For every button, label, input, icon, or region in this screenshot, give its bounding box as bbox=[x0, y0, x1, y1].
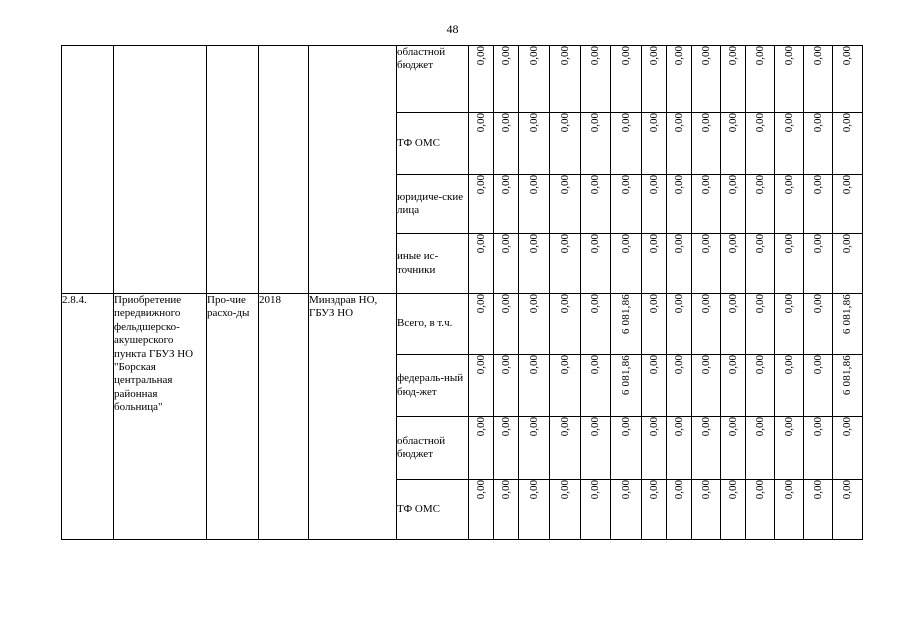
value-cell bbox=[692, 234, 721, 294]
value-text: 0,00 bbox=[647, 46, 660, 66]
value-cell bbox=[692, 46, 721, 113]
value-cell bbox=[667, 355, 692, 417]
value-text: 0,00 bbox=[753, 46, 766, 66]
value-text: 0,00 bbox=[753, 294, 766, 314]
value-text: 0,00 bbox=[841, 175, 853, 195]
value-cell bbox=[611, 234, 642, 294]
value-text: 0,00 bbox=[782, 46, 795, 66]
value-text: 0,00 bbox=[726, 175, 739, 195]
value-cell bbox=[642, 234, 667, 294]
value-text: 0,00 bbox=[753, 175, 766, 195]
value-text: 0,00 bbox=[558, 417, 571, 437]
value-cell bbox=[519, 113, 550, 175]
value-cell bbox=[746, 355, 775, 417]
value-text: 0,00 bbox=[699, 480, 712, 500]
value-text: 0,00 bbox=[782, 175, 795, 195]
value-cell bbox=[550, 175, 581, 234]
value-cell bbox=[469, 46, 494, 113]
value-text: 0,00 bbox=[647, 417, 660, 437]
value-text: 6 081,86 bbox=[841, 294, 853, 335]
value-cell bbox=[667, 175, 692, 234]
value-text: 0,00 bbox=[558, 46, 571, 66]
value-text: 0,00 bbox=[589, 113, 601, 133]
item-cost-type-text: Про-чие расхо-ды bbox=[207, 294, 250, 320]
value-cell bbox=[642, 46, 667, 113]
value-cell bbox=[804, 234, 833, 294]
funding-source-label: ТФ ОМС bbox=[397, 136, 440, 149]
item-name-cell bbox=[114, 294, 207, 540]
value-cell bbox=[469, 355, 494, 417]
value-cell bbox=[746, 113, 775, 175]
value-cell bbox=[804, 113, 833, 175]
funding-source-cell bbox=[397, 355, 469, 417]
value-cell bbox=[550, 234, 581, 294]
value-text: 0,00 bbox=[811, 480, 824, 500]
value-text: 0,00 bbox=[499, 175, 512, 195]
value-cell bbox=[519, 355, 550, 417]
value-cell bbox=[692, 113, 721, 175]
value-cell bbox=[494, 294, 519, 355]
value-text: 0,00 bbox=[672, 113, 685, 133]
value-cell bbox=[581, 234, 611, 294]
funding-source-label: иные ис-точники bbox=[397, 250, 439, 276]
value-text: 0,00 bbox=[558, 294, 571, 314]
value-text: 0,00 bbox=[811, 294, 824, 314]
value-text: 0,00 bbox=[672, 175, 685, 195]
value-text: 0,00 bbox=[527, 417, 540, 437]
value-cell bbox=[611, 294, 642, 355]
page-number: 48 bbox=[446, 22, 459, 36]
item-year-text: 2018 bbox=[259, 294, 281, 306]
value-cell bbox=[746, 234, 775, 294]
value-text: 0,00 bbox=[619, 417, 632, 437]
value-cell bbox=[494, 234, 519, 294]
value-cell bbox=[667, 46, 692, 113]
value-cell bbox=[692, 480, 721, 540]
value-cell bbox=[721, 355, 746, 417]
value-text: 0,00 bbox=[558, 480, 571, 500]
item-executor-cell bbox=[309, 294, 397, 540]
value-cell bbox=[667, 113, 692, 175]
value-cell bbox=[494, 46, 519, 113]
value-cell bbox=[494, 480, 519, 540]
value-text: 0,00 bbox=[699, 417, 712, 437]
funding-source-cell bbox=[397, 46, 469, 113]
value-text: 0,00 bbox=[782, 355, 795, 375]
value-text: 0,00 bbox=[753, 234, 766, 254]
value-text: 0,00 bbox=[841, 113, 853, 133]
value-text: 6 081,86 bbox=[619, 355, 632, 396]
value-cell bbox=[494, 113, 519, 175]
value-text: 0,00 bbox=[811, 355, 824, 375]
value-text: 0,00 bbox=[474, 355, 487, 375]
value-cell bbox=[550, 355, 581, 417]
value-text: 0,00 bbox=[647, 234, 660, 254]
value-text: 0,00 bbox=[726, 113, 739, 133]
value-text: 0,00 bbox=[699, 355, 712, 375]
value-text: 0,00 bbox=[558, 175, 571, 195]
value-text: 0,00 bbox=[499, 234, 512, 254]
funding-source-cell bbox=[397, 175, 469, 234]
value-cell bbox=[746, 46, 775, 113]
value-text: 0,00 bbox=[619, 46, 632, 66]
value-text: 0,00 bbox=[527, 234, 540, 254]
funding-source-label: областной бюджет bbox=[397, 434, 446, 460]
value-text: 0,00 bbox=[672, 234, 685, 254]
value-text: 0,00 bbox=[558, 234, 571, 254]
value-cell bbox=[692, 417, 721, 480]
value-text: 0,00 bbox=[699, 294, 712, 314]
value-text: 0,00 bbox=[474, 294, 487, 314]
value-text: 0,00 bbox=[474, 113, 487, 133]
value-cell bbox=[519, 46, 550, 113]
value-cell bbox=[833, 175, 863, 234]
value-text: 0,00 bbox=[782, 294, 795, 314]
value-text: 0,00 bbox=[499, 294, 512, 314]
item-name-text: Приобретение передвижного фельдшерско-акушерского пункта ГБУЗ НО "Борская центральная районная больница" bbox=[114, 294, 194, 414]
value-cell bbox=[642, 113, 667, 175]
item-number-cell bbox=[62, 294, 114, 540]
value-cell bbox=[804, 294, 833, 355]
value-text: 0,00 bbox=[672, 46, 685, 66]
value-cell bbox=[721, 113, 746, 175]
value-text: 0,00 bbox=[726, 417, 739, 437]
value-cell bbox=[692, 294, 721, 355]
value-text: 0,00 bbox=[589, 175, 601, 195]
value-cell bbox=[775, 175, 804, 234]
funding-source-cell bbox=[397, 480, 469, 540]
value-cell bbox=[746, 294, 775, 355]
value-text: 0,00 bbox=[811, 234, 824, 254]
value-cell bbox=[775, 480, 804, 540]
value-cell bbox=[581, 480, 611, 540]
value-text: 0,00 bbox=[699, 175, 712, 195]
value-text: 0,00 bbox=[726, 234, 739, 254]
value-cell bbox=[692, 355, 721, 417]
value-text: 0,00 bbox=[647, 175, 660, 195]
value-cell bbox=[581, 46, 611, 113]
value-cell bbox=[611, 113, 642, 175]
value-text: 0,00 bbox=[753, 355, 766, 375]
value-cell bbox=[833, 480, 863, 540]
value-cell bbox=[519, 175, 550, 234]
value-text: 0,00 bbox=[699, 46, 712, 66]
value-cell bbox=[775, 234, 804, 294]
value-text: 0,00 bbox=[753, 113, 766, 133]
prev-cost-type-cell bbox=[207, 46, 259, 294]
value-cell bbox=[519, 417, 550, 480]
value-text: 0,00 bbox=[474, 417, 487, 437]
value-cell bbox=[746, 480, 775, 540]
value-text: 0,00 bbox=[672, 294, 685, 314]
value-text: 6 081,86 bbox=[619, 294, 632, 335]
value-cell bbox=[833, 46, 863, 113]
value-cell bbox=[611, 355, 642, 417]
value-cell bbox=[581, 113, 611, 175]
value-cell bbox=[581, 417, 611, 480]
value-cell bbox=[775, 417, 804, 480]
value-text: 0,00 bbox=[499, 480, 512, 500]
value-text: 0,00 bbox=[782, 113, 795, 133]
funding-source-label: Всего, в т.ч. bbox=[397, 317, 453, 330]
value-text: 6 081,86 bbox=[841, 355, 853, 396]
value-cell bbox=[494, 417, 519, 480]
value-cell bbox=[550, 417, 581, 480]
value-cell bbox=[721, 480, 746, 540]
item-number-text: 2.8.4. bbox=[62, 294, 87, 306]
funding-source-cell bbox=[397, 113, 469, 175]
value-cell bbox=[550, 480, 581, 540]
funding-source-label: ТФ ОМС bbox=[397, 502, 440, 515]
table-row bbox=[62, 294, 863, 355]
value-text: 0,00 bbox=[782, 234, 795, 254]
prev-executor-cell bbox=[309, 46, 397, 294]
value-cell bbox=[775, 355, 804, 417]
funding-source-label: федераль-ный бюд-жет bbox=[397, 372, 464, 398]
value-text: 0,00 bbox=[699, 113, 712, 133]
value-cell bbox=[550, 113, 581, 175]
value-cell bbox=[642, 417, 667, 480]
value-cell bbox=[721, 46, 746, 113]
value-text: 0,00 bbox=[726, 480, 739, 500]
value-text: 0,00 bbox=[782, 417, 795, 437]
value-cell bbox=[611, 46, 642, 113]
value-text: 0,00 bbox=[619, 234, 632, 254]
value-cell bbox=[667, 480, 692, 540]
value-cell bbox=[833, 234, 863, 294]
value-cell bbox=[469, 417, 494, 480]
value-cell bbox=[494, 355, 519, 417]
value-cell bbox=[469, 234, 494, 294]
item-year-cell bbox=[259, 294, 309, 540]
item-cost-type-cell bbox=[207, 294, 259, 540]
value-cell bbox=[611, 417, 642, 480]
value-cell bbox=[833, 113, 863, 175]
value-text: 0,00 bbox=[753, 417, 766, 437]
value-text: 0,00 bbox=[589, 417, 601, 437]
value-cell bbox=[746, 417, 775, 480]
funding-source-label: областной бюджет bbox=[397, 46, 446, 72]
value-cell bbox=[775, 113, 804, 175]
value-text: 0,00 bbox=[589, 480, 601, 500]
value-text: 0,00 bbox=[589, 234, 601, 254]
value-text: 0,00 bbox=[527, 480, 540, 500]
value-text: 0,00 bbox=[647, 113, 660, 133]
value-cell bbox=[611, 175, 642, 234]
value-cell bbox=[642, 294, 667, 355]
value-text: 0,00 bbox=[726, 355, 739, 375]
value-text: 0,00 bbox=[589, 46, 601, 66]
value-text: 0,00 bbox=[672, 480, 685, 500]
prev-number-cell bbox=[62, 46, 114, 294]
value-text: 0,00 bbox=[841, 417, 853, 437]
table-row bbox=[62, 46, 863, 113]
value-cell bbox=[469, 175, 494, 234]
value-cell bbox=[642, 480, 667, 540]
value-cell bbox=[775, 294, 804, 355]
value-cell bbox=[667, 417, 692, 480]
value-text: 0,00 bbox=[527, 355, 540, 375]
item-executor-text: Минздрав НО, ГБУЗ НО bbox=[309, 294, 378, 320]
value-cell bbox=[833, 294, 863, 355]
value-cell bbox=[721, 234, 746, 294]
value-text: 0,00 bbox=[474, 46, 487, 66]
value-text: 0,00 bbox=[672, 355, 685, 375]
value-text: 0,00 bbox=[527, 294, 540, 314]
value-cell bbox=[746, 175, 775, 234]
value-text: 0,00 bbox=[499, 355, 512, 375]
value-cell bbox=[804, 417, 833, 480]
value-text: 0,00 bbox=[619, 175, 632, 195]
value-cell bbox=[804, 480, 833, 540]
value-text: 0,00 bbox=[527, 46, 540, 66]
value-text: 0,00 bbox=[672, 417, 685, 437]
value-cell bbox=[775, 46, 804, 113]
value-cell bbox=[550, 46, 581, 113]
value-cell bbox=[581, 294, 611, 355]
value-cell bbox=[804, 175, 833, 234]
prev-name-cell bbox=[114, 46, 207, 294]
value-cell bbox=[833, 355, 863, 417]
value-text: 0,00 bbox=[726, 294, 739, 314]
value-cell bbox=[642, 355, 667, 417]
funding-source-cell bbox=[397, 294, 469, 355]
prev-year-cell bbox=[259, 46, 309, 294]
value-text: 0,00 bbox=[647, 355, 660, 375]
value-text: 0,00 bbox=[474, 480, 487, 500]
value-text: 0,00 bbox=[527, 175, 540, 195]
value-text: 0,00 bbox=[558, 113, 571, 133]
value-cell bbox=[667, 234, 692, 294]
value-text: 0,00 bbox=[841, 480, 853, 500]
budget-table bbox=[61, 45, 863, 540]
value-cell bbox=[519, 480, 550, 540]
value-cell bbox=[804, 46, 833, 113]
value-text: 0,00 bbox=[589, 355, 601, 375]
value-text: 0,00 bbox=[753, 480, 766, 500]
value-text: 0,00 bbox=[474, 234, 487, 254]
value-cell bbox=[721, 294, 746, 355]
value-cell bbox=[804, 355, 833, 417]
value-cell bbox=[469, 113, 494, 175]
value-text: 0,00 bbox=[499, 417, 512, 437]
value-text: 0,00 bbox=[699, 234, 712, 254]
value-text: 0,00 bbox=[558, 355, 571, 375]
value-cell bbox=[494, 175, 519, 234]
value-cell bbox=[667, 294, 692, 355]
value-text: 0,00 bbox=[841, 46, 853, 66]
value-text: 0,00 bbox=[619, 113, 632, 133]
value-text: 0,00 bbox=[499, 46, 512, 66]
value-cell bbox=[519, 234, 550, 294]
value-cell bbox=[519, 294, 550, 355]
value-cell bbox=[469, 480, 494, 540]
funding-source-cell bbox=[397, 417, 469, 480]
value-text: 0,00 bbox=[811, 46, 824, 66]
value-cell bbox=[550, 294, 581, 355]
value-cell bbox=[469, 294, 494, 355]
value-cell bbox=[642, 175, 667, 234]
value-text: 0,00 bbox=[841, 234, 853, 254]
value-cell bbox=[581, 175, 611, 234]
value-text: 0,00 bbox=[474, 175, 487, 195]
funding-source-label: юридиче-ские лица bbox=[397, 190, 464, 216]
value-cell bbox=[611, 480, 642, 540]
value-text: 0,00 bbox=[499, 113, 512, 133]
value-text: 0,00 bbox=[619, 480, 632, 500]
value-text: 0,00 bbox=[726, 46, 739, 66]
value-cell bbox=[692, 175, 721, 234]
value-cell bbox=[721, 417, 746, 480]
value-text: 0,00 bbox=[811, 113, 824, 133]
value-cell bbox=[833, 417, 863, 480]
value-text: 0,00 bbox=[589, 294, 601, 314]
value-text: 0,00 bbox=[782, 480, 795, 500]
value-text: 0,00 bbox=[811, 175, 824, 195]
funding-source-cell bbox=[397, 234, 469, 294]
value-cell bbox=[721, 175, 746, 234]
value-cell bbox=[581, 355, 611, 417]
value-text: 0,00 bbox=[647, 480, 660, 500]
value-text: 0,00 bbox=[527, 113, 540, 133]
value-text: 0,00 bbox=[647, 294, 660, 314]
value-text: 0,00 bbox=[811, 417, 824, 437]
